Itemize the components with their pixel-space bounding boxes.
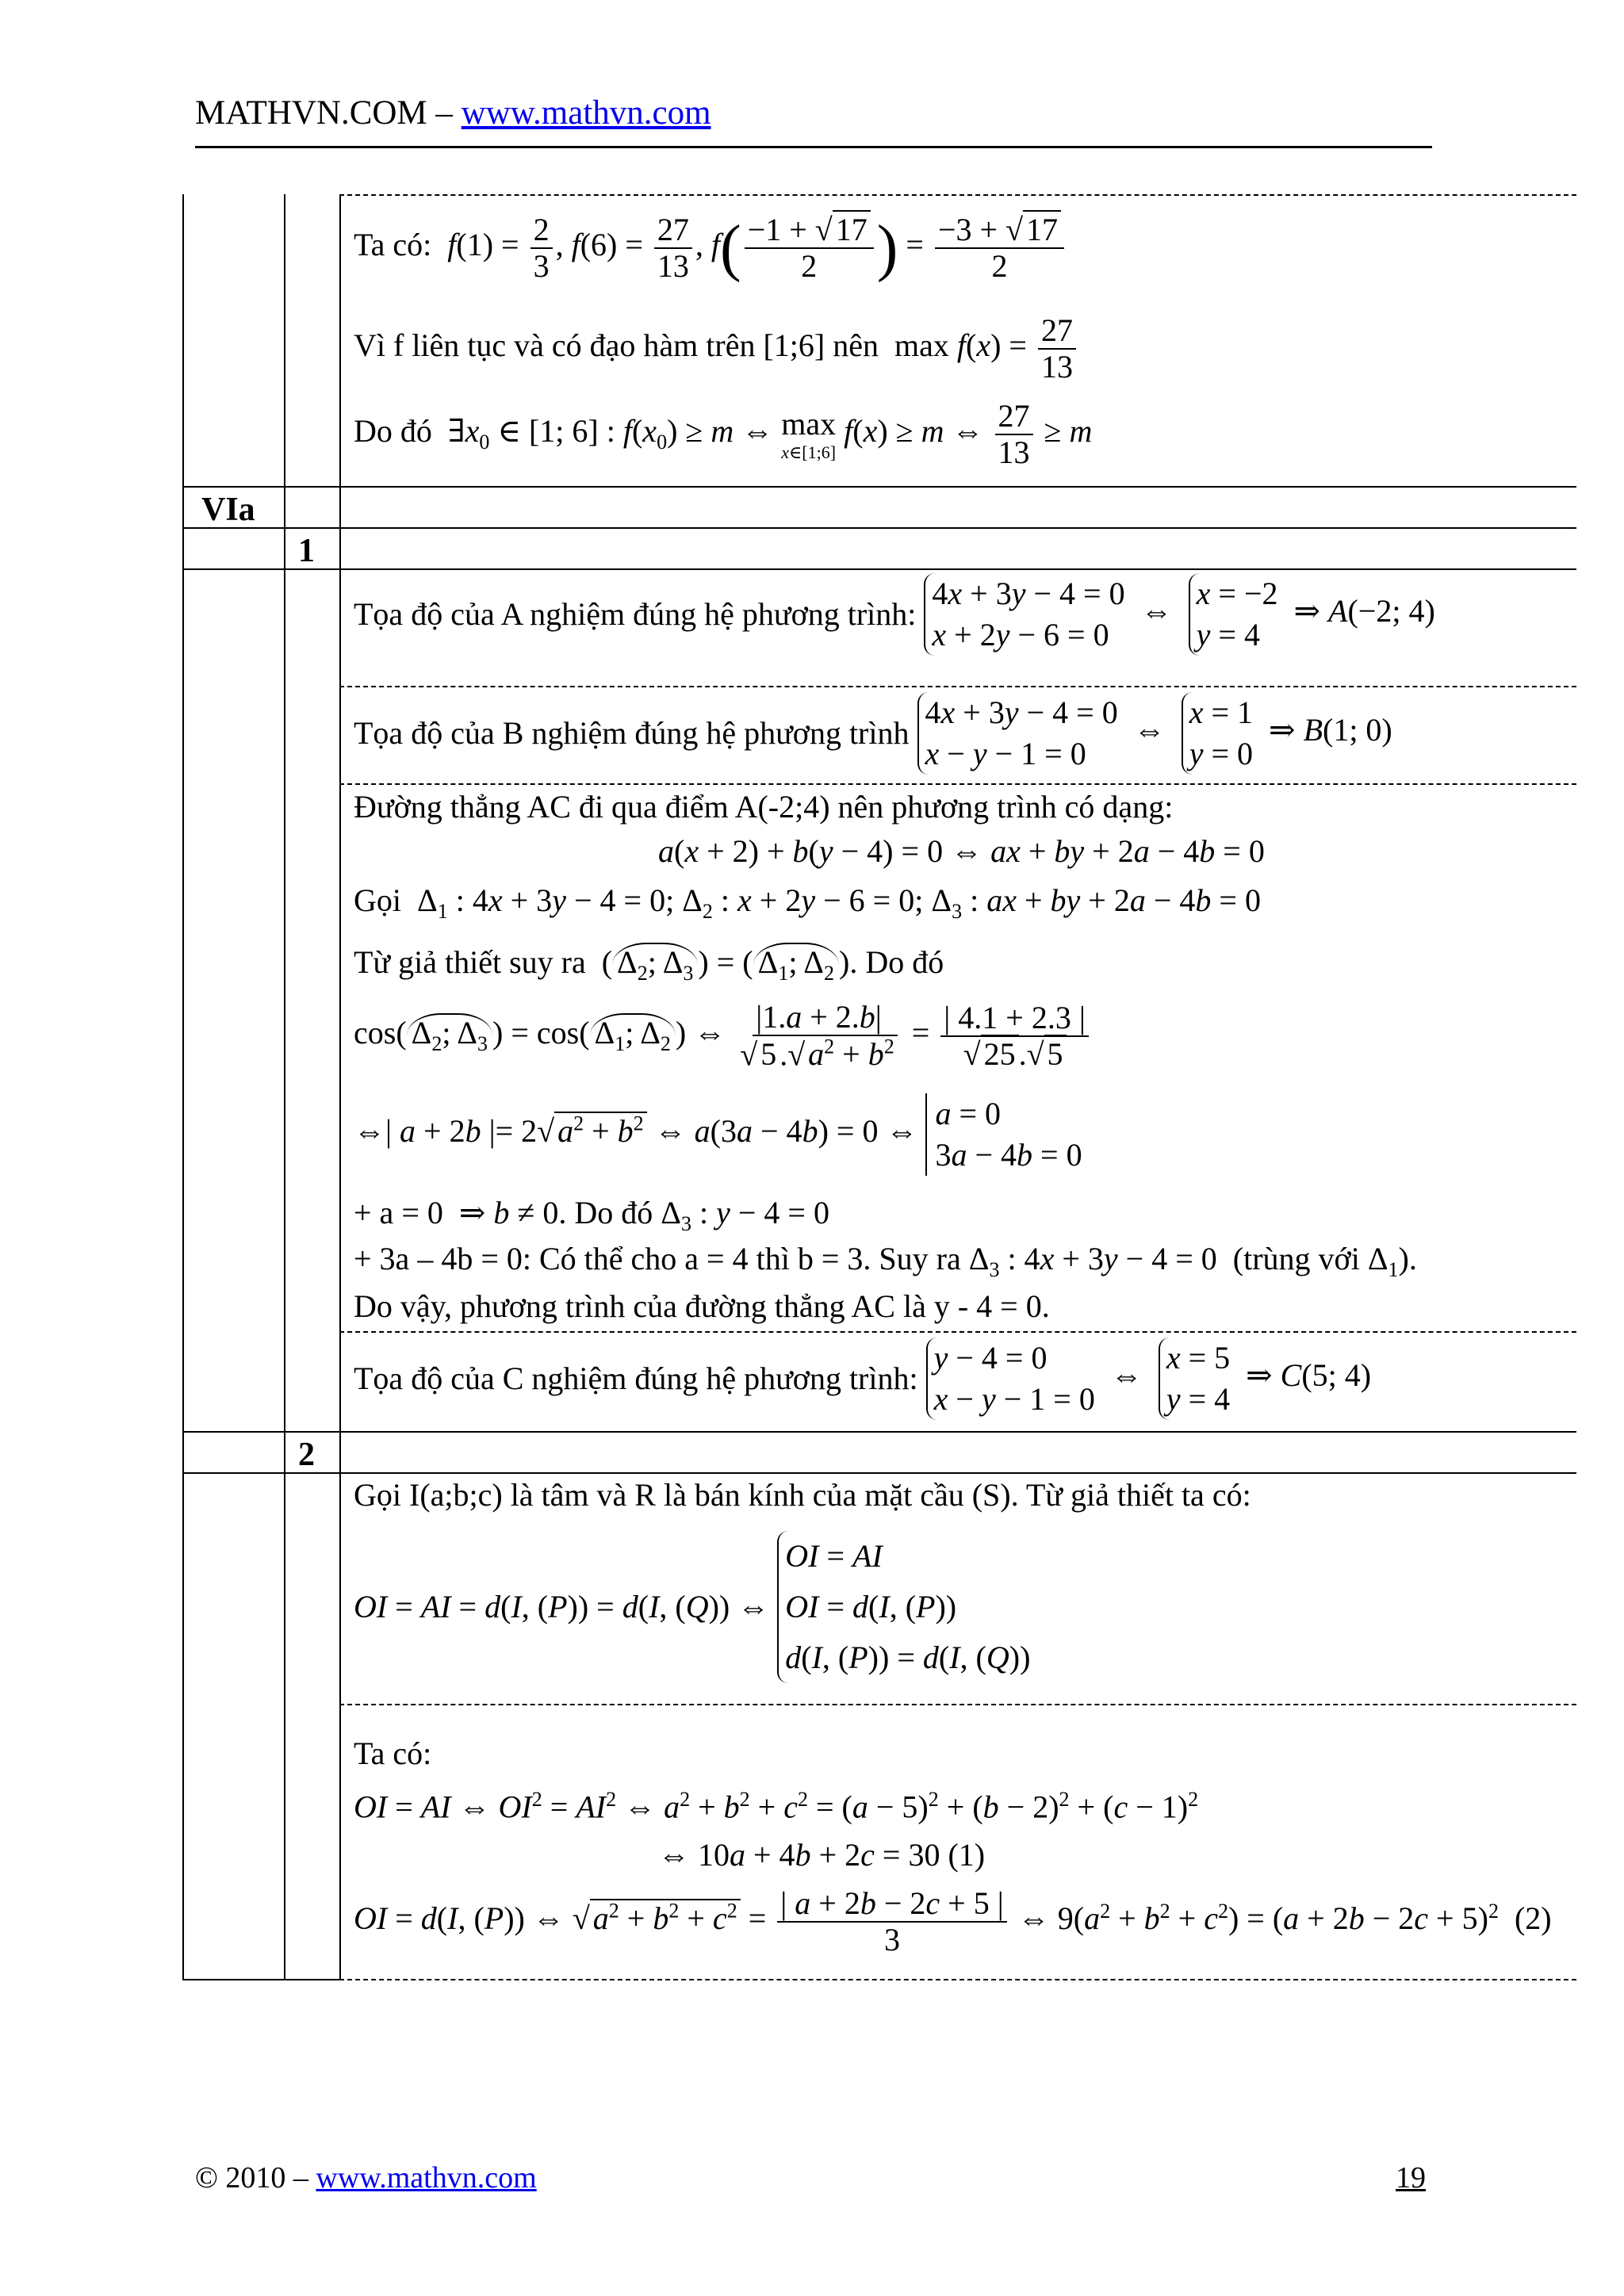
col-line-3 [339, 194, 341, 1980]
line-conclusion: Do vậy, phương trình của đường thẳng AC là y - 4 = 0. [354, 1288, 1050, 1324]
line-case-2: + 3a – 4b = 0: Có thể cho a = 4 thì b = 3. Suy ra $\Delta_3$ : 4x + 3y − 4 = 0 (trùng với $\Delta_1$). [354, 1241, 1417, 1281]
part-label-1: 1 [298, 533, 315, 569]
line-f-values: Ta có: f(1) = $\frac{2}{3}$ , f(6) = $\frac{27}{13}$ , f( $\frac{-1 + √ 17}{2}$ ) = $\frac{-3 + √ 17}{2}$ [354, 212, 1067, 285]
line-abs: ⇔| a + 2b |= 2√ $a^2 + b^2$ ⇔ a(3a − 4b) = 0 ⇔ a = 0 3a − 4b = 0 [354, 1093, 1082, 1176]
line-tu-gia-thiet: Từ giả thiết suy ra ( $\Delta_2$; $\Delta_3$ ) = ( $\Delta_1$; $\Delta_2$ ). Do đó [354, 944, 944, 985]
line-duong-thang-ac: Đường thẳng AC đi qua điểm A(-2;4) nên phương trình có dạng: [354, 789, 1174, 825]
line-goi-i: Gọi I(a;b;c) là tâm và R là bán kính của mặt cầu (S). Từ giả thiết ta có: [354, 1477, 1251, 1513]
footer-link[interactable]: www.mathvn.com [316, 2161, 537, 2195]
col-line-2 [284, 194, 285, 1980]
page-footer: © 2010 – www.mathvn.com [195, 2161, 537, 2195]
line-goi-delta: Gọi $\Delta_1$ : 4x + 3y − 4 = 0; $\Delta_2$ : x + 2y − 6 = 0; $\Delta_3$ : ax + by + 2a − 4b = 0 [354, 882, 1261, 923]
page-number: 19 [1396, 2161, 1426, 2195]
line-ta-co-2: Ta có: [354, 1735, 432, 1771]
line-eq-1: ⇔ 10a + 4b + 2c = 30 (1) [658, 1837, 986, 1873]
section-label: VIa [201, 492, 255, 528]
line-oi-ai: OI = AI ⇔ $OI^2 = AI^2$ ⇔ $a^2 + b^2 + c^2 = (a - 5)^2 + (b - 2)^2 + (c - 1)^2$ [354, 1788, 1199, 1825]
part-label-2: 2 [298, 1437, 315, 1473]
line-toa-do-c: Tọa độ của C nghiệm đúng hệ phương trình: y − 4 = 0 x − y − 1 = 0 ⇔ x = 5 y = 4 ⇒ C(5; 4) [354, 1337, 1371, 1420]
header-link[interactable]: www.mathvn.com [461, 94, 711, 132]
line-oi-system: OI = AI = d(I, (P)) = d(I, (Q)) ⇔ OI = AI OI = d(I, (P)) d(I, (P)) = d(I, (Q)) [354, 1531, 1030, 1683]
line-max: Vì f liên tục và có đạo hàm trên [1;6] nên max f(x) = $\frac{27}{13}$ [354, 313, 1079, 385]
line-cos: cos( $\Delta_2$; $\Delta_3$ ) = cos( $\Delta_1$; $\Delta_2$ ) ⇔ $\frac{|1.a + 2.b|}{√ 5 .√ a^2 + b^2}$ = $\frac{| 4.1 + 2.3 |}{√ 25 .√ 5}$ [354, 1000, 1092, 1072]
line-toa-do-b: Tọa độ của B nghiệm đúng hệ phương trình 4x + 3y − 4 = 0 x − y − 1 = 0 ⇔ x = 1 y = 0 ⇒ B(1; 0) [354, 692, 1392, 775]
line-do-do: Do đó $\exists x_0$ ∈ [1; 6] : $f(x_0) \ge m$ ⇔ max x∈[1;6] f(x) ≥ m ⇔ $\frac{27}{13}$ ≥ m [354, 398, 1093, 470]
solution-table [182, 194, 1576, 1980]
col-line-1 [182, 194, 184, 1980]
page-header: MATHVN.COM – www.mathvn.com [195, 94, 711, 132]
header-site: MATHVN.COM [195, 94, 427, 132]
line-eq-2: OI = d(I, (P)) ⇔ √ $a^2 + b^2 + c^2$ = $\frac{| a + 2b - 2c + 5 |}{3}$ ⇔ $9(a^2 + b^2 + c^2) = (a + 2b - 2c + 5)^2$ (2) [354, 1885, 1552, 1957]
line-ac-equation: a(x + 2) + b(y − 4) = 0 ⇔ ax + by + 2a − 4b = 0 [658, 833, 1265, 869]
header-rule [195, 146, 1432, 148]
line-case-1: + a = 0 ⇒ b ≠ 0. Do đó $\Delta_3$ : y − 4 = 0 [354, 1195, 829, 1235]
line-toa-do-a: Tọa độ của A nghiệm đúng hệ phương trình: 4x + 3y − 4 = 0 x + 2y − 6 = 0 ⇔ x = −2 y = 4 ⇒ A(−2; 4) [354, 573, 1435, 656]
